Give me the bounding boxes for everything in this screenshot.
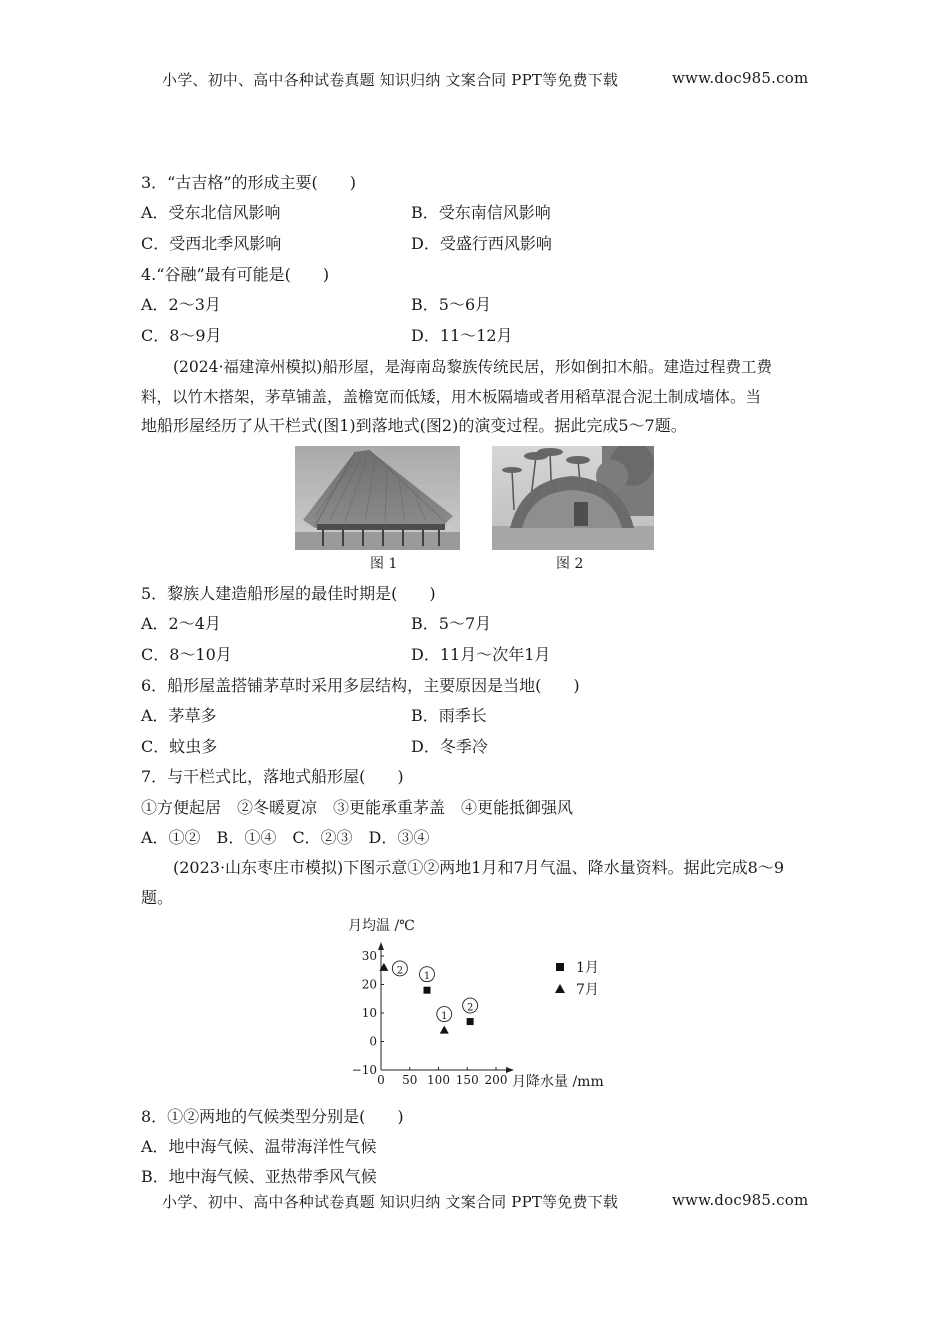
q3-option-c: C．受西北季风影响 [141,234,282,253]
chart-point-4-square [467,1018,474,1025]
chart-xtick-label: 150 [455,1073,479,1087]
footer-text: 小学、初中、高中各种试卷真题 知识归纳 文案合同 PPT等免费下载 [162,1193,619,1211]
q5-option-c: C．8～10月 [141,645,232,664]
chart-xtick-label: 200 [484,1073,508,1087]
figure-1-caption: 图 1 [370,556,398,572]
ground-house-illustration [492,446,654,550]
q7-items: ①方便起居 ②冬暖夏凉 ③更能承重茅盖 ④更能抵御强风 [141,798,574,817]
q3-stem: 3．“古吉格”的形成主要( ) [141,173,357,192]
chart-xtick-label: 50 [402,1073,418,1087]
chart-site-label: 2 [466,1002,474,1014]
q6-stem: 6．船形屋盖搭铺茅草时采用多层结构，主要原因是当地( ) [141,676,580,695]
q8-stem: 8．①②两地的气候类型分别是( ) [141,1107,404,1126]
chart-point-3-triangle [440,1026,449,1034]
chart-site-label: 1 [441,1011,448,1023]
chart-ytick-label: −10 [351,1063,377,1077]
header-text: 小学、初中、高中各种试卷真题 知识归纳 文案合同 PPT等免费下载 [162,71,619,89]
chart-site-label: 2 [396,965,404,977]
passage1-line3: 地船形屋经历了从干栏式(图1)到落地式(图2)的演变过程。据此完成5～7题。 [141,416,687,435]
chart-xlabel: 月降水量 /mm [512,1074,604,1090]
legend-square-marker [556,963,564,971]
figure-2-caption: 图 2 [556,556,584,572]
q4-stem: 4.“谷融”最有可能是( ) [141,265,330,284]
q6-option-b: B．雨季长 [411,706,487,725]
header-url: www.doc985.com [672,69,809,87]
q4-option-c: C．8～9月 [141,326,222,345]
q8-option-b: B．地中海气候、亚热带季风气候 [141,1167,377,1186]
q7-stem: 7．与干栏式比，落地式船形屋( ) [141,767,404,786]
chart-point-2-square [424,987,431,994]
figure-1-photo [295,446,460,550]
passage1-line1: (2024·福建漳州模拟)船形屋，是海南岛黎族传统民居，形如倒扣木船。建造过程费工费 [173,358,772,376]
chart-ytick-label: 20 [361,977,377,992]
q5-option-d: D．11月～次年1月 [411,645,551,664]
chart-site-label: 1 [423,971,431,983]
stilt-house-illustration [295,446,460,550]
q8-option-a: A．地中海气候、温带海洋性气候 [141,1137,377,1156]
passage1-line2: 料，以竹木搭架，茅草铺盖，盖檐宽而低矮，用木板隔墙或者用稻草混合泥土制成墙体。当 [141,388,762,406]
legend-triangle-marker [555,984,565,993]
q4-option-b: B．5～6月 [411,295,492,314]
chart-ytick-label: 30 [361,949,377,963]
q5-stem: 5．黎族人建造船形屋的最佳时期是( ) [141,584,436,603]
chart-xtick-label: 0 [377,1073,385,1087]
q3-option-d: D．受盛行西风影响 [411,234,552,253]
q3-option-b: B．受东南信风影响 [411,203,551,222]
q4-option-d: D．11～12月 [411,326,513,345]
chart-ytick-label: 10 [361,1006,377,1020]
q3-option-a: A．受东北信风影响 [141,203,281,222]
figure-2-photo [492,446,654,550]
chart-ytick-label: 0 [369,1034,377,1049]
q6-option-c: C．蚊虫多 [141,737,218,756]
passage2-line2: 题。 [141,888,174,907]
q5-option-a: A．2～4月 [141,614,221,633]
q6-option-a: A．茅草多 [141,706,217,725]
q7-options: A．①② B．①④ C．②③ D．③④ [141,828,430,847]
q4-option-a: A．2～3月 [141,295,221,314]
climate-scatter-chart [340,912,630,1096]
passage2-line1: (2023·山东枣庄市模拟)下图示意①②两地1月和7月气温、降水量资料。据此完成8～9 [173,858,785,877]
q5-option-b: B．5～7月 [411,614,492,633]
q6-option-d: D．冬季冷 [411,737,488,756]
legend-label: 7月 [576,982,599,998]
chart-y-arrow [378,942,384,950]
footer-url: www.doc985.com [672,1191,809,1209]
legend-label: 1月 [576,960,599,976]
chart-ylabel: 月均温 /℃ [348,918,415,934]
chart-xtick-label: 100 [427,1073,450,1087]
